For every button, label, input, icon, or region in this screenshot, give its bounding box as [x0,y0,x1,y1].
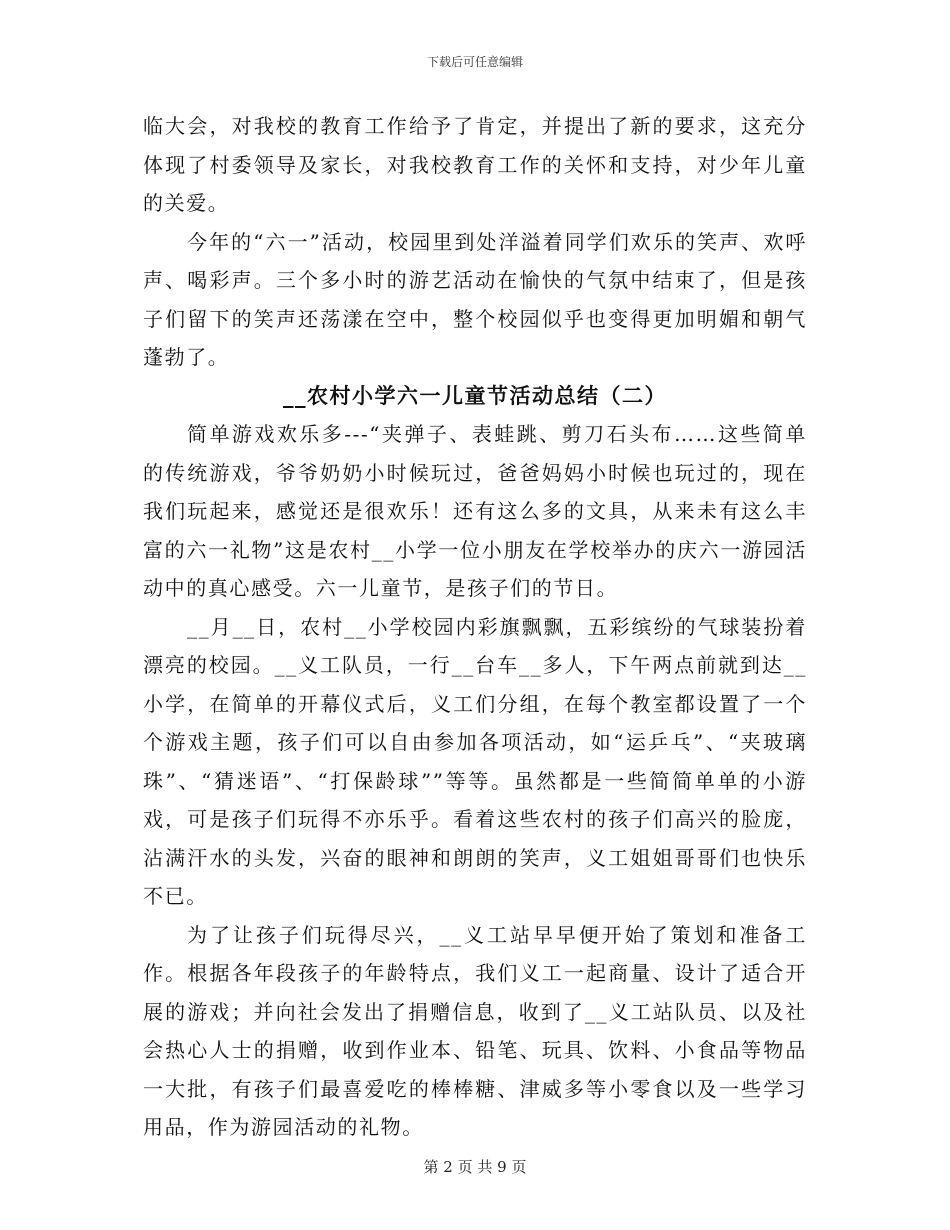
page-header: 下载后可任意编辑 [426,55,523,69]
paragraph-event-day: __月__日，农村__小学校园内彩旗飘飘，五彩缤纷的气球装扮着漂亮的校园。__义工队员，一行__台车__多人，下午两点前就到达__小学，在简单的开幕仪式后，义工们分组，在每个教室都设置了一个个游戏主题，孩子们可以自由参加各项活动，如“运乒乓”、“夹玻璃珠”、“猜迷语”、“打保龄球””等等。虽然都是一些简简单单的小游戏，可是孩子们玩得不亦乐乎。看着这些农村的孩子们高兴的脸庞，沾满汗水的头发，兴奋的眼神和朗朗的笑声，义工姐姐哥哥们也快乐不已。 [143,614,807,908]
paragraph-preparation: 为了让孩子们玩得尽兴，__义工站早早便开始了策划和准备工作。根据各年段孩子的年龄特点，我们义工一起商量、设计了适合开展的游戏；并向社会发出了捐赠信息，收到了__义工站队员、以及社会热心人士的捐赠，收到作业本、铅笔、玩具、饮料、小食品等物品一大批，有孩子们最喜爱吃的棒棒糖、津威多等小零食以及一些学习用品，作为游园活动的礼物。 [143,922,807,1139]
paragraph-liuyi-activity: 今年的“六一”活动，校园里到处洋溢着同学们欢乐的笑声、欢呼声、喝彩声。三个多小时的游艺活动在愉快的气氛中结束了，但是孩子们留下的笑声还荡漾在空中，整个校园似乎也变得更加明媚和朝气蓬勃了。 [143,229,807,369]
paragraph-continued: 临大会，对我校的教育工作给予了肯定，并提出了新的要求，这充分体现了村委领导及家长，对我校教育工作的关怀和支持，对少年儿童的关爱。 [143,114,807,215]
section-title: __农村小学六一儿童节活动总结（二） [283,382,667,408]
page-number: 第 2 页 共 9 页 [423,1158,527,1176]
paragraph-simple-games: 简单游戏欢乐多---“夹弹子、表蛙跳、剪刀石头布……这些简单的传统游戏，爷爷奶奶小时候玩过，爸爸妈妈小时候也玩过的，现在我们玩起来，感觉还是很欢乐！还有这么多的文具，从来未有这么丰富的六一礼物”这是农村__小学一位小朋友在学校举办的庆六一游园活动中的真心感受。六一儿童节，是孩子们的节日。 [143,422,807,600]
document-body [143,107,807,1147]
